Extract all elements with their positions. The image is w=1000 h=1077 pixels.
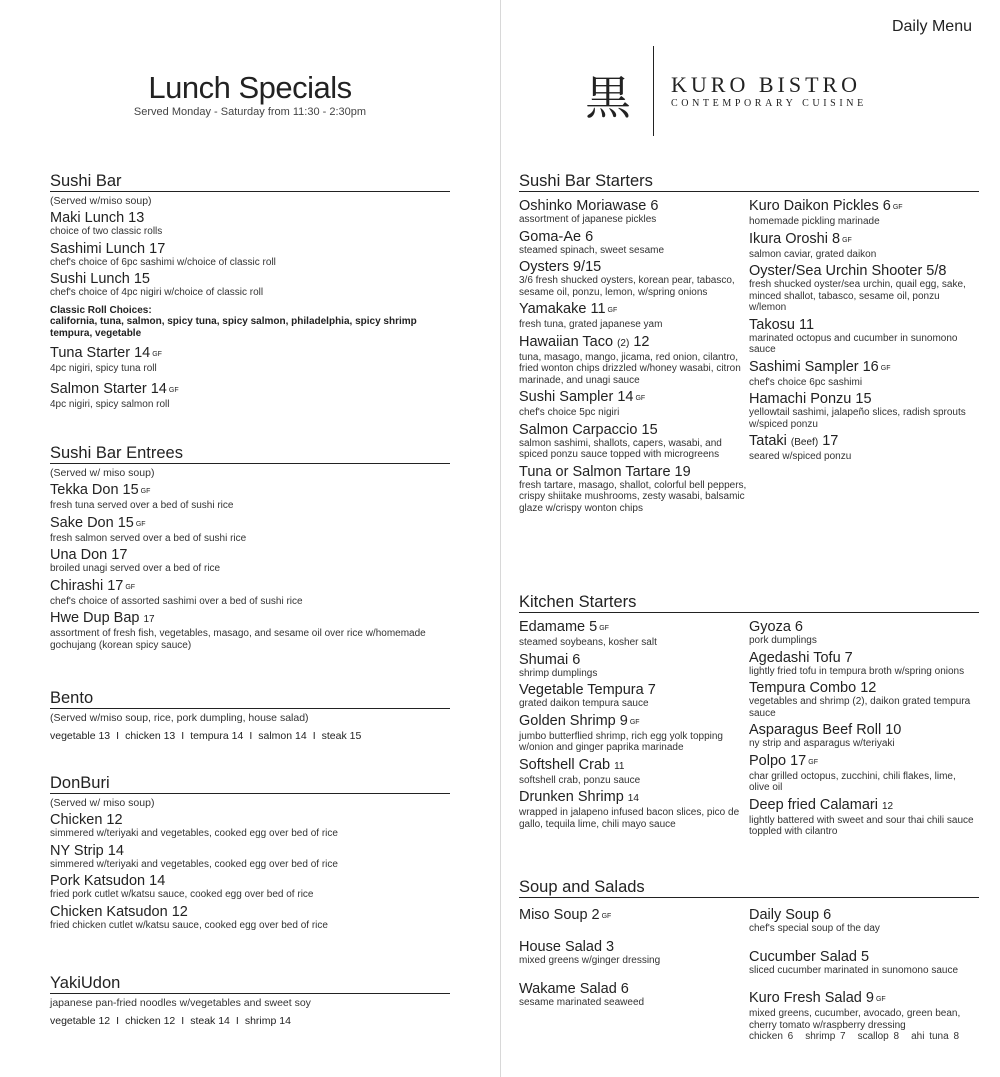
menu-item — [749, 433, 979, 463]
item-description: shrimp dumplings — [519, 667, 598, 679]
item-list — [519, 195, 749, 514]
item-price: 17 — [822, 433, 839, 449]
item-description: yellowtail sashimi, jalapeño slices, radish sprouts w/spiced ponzu — [749, 407, 966, 430]
menu-item — [749, 797, 979, 838]
item-title: Shumai 6 — [519, 651, 581, 668]
section-title: Sushi Bar Starters — [519, 173, 979, 192]
item-title: Chirashi 17 — [50, 577, 124, 594]
item-title: Tekka Don 15 — [50, 482, 139, 498]
option-separator: I — [312, 730, 316, 742]
option-separator: I — [249, 730, 253, 742]
item-description: grated daikon tempura sauce — [519, 698, 649, 709]
item-description: salmon sashimi, shallots, capers, wasabi, and spiced ponzu sauce topped with microgreens — [519, 437, 722, 460]
item-name — [50, 610, 450, 628]
gluten-free-badge: GF — [168, 386, 179, 394]
addon-item: shrimp 7 — [805, 1031, 846, 1042]
item-name — [50, 904, 450, 920]
menu-item — [519, 422, 749, 461]
menu-item — [50, 271, 450, 299]
item-description: 4pc nigiri, spicy tuna roll — [50, 363, 157, 374]
item-description: softshell crab, ponzu sauce — [519, 774, 641, 786]
item-title: Tataki — [749, 433, 787, 449]
item-description: seared w/spiced ponzu — [749, 451, 852, 462]
item-description: chef's choice of assorted sashimi over a bed of sushi rice — [50, 595, 303, 607]
item-name — [519, 301, 749, 319]
item-title: Una Don 17 — [50, 547, 128, 563]
item-name — [50, 547, 450, 563]
item-name — [519, 259, 749, 275]
menu-item — [749, 263, 979, 314]
item-description: lightly battered with sweet and sour thai chili sauce toppled with cilantro — [749, 814, 974, 837]
item-name — [749, 680, 979, 696]
section-soup-and-salads — [519, 879, 979, 1043]
gluten-free-badge: GF — [135, 520, 146, 528]
item-title: Golden Shrimp 9 — [519, 712, 628, 729]
section-title: YakiUdon — [50, 975, 450, 994]
menu-item — [50, 610, 450, 651]
menu-item — [519, 981, 749, 1009]
item-description: chef's choice of 6pc sashimi w/choice of classic roll — [50, 256, 276, 268]
item-price: 17 — [143, 614, 155, 625]
menu-item — [50, 873, 450, 901]
option-separator: I — [116, 730, 120, 742]
item-name — [519, 619, 749, 637]
item-list — [50, 345, 450, 410]
menu-item — [749, 907, 979, 935]
menu-item — [749, 198, 979, 228]
item-title: NY Strip 14 — [50, 842, 124, 859]
item-description: mixed greens, cucumber, avocado, green bean, cherry tomato w/raspberry dressing — [749, 1008, 961, 1031]
section-bento — [50, 690, 450, 742]
menu-item — [519, 939, 749, 967]
item-title: Hwe Dup Bap — [50, 610, 140, 626]
item-title: Wakame Salad 6 — [519, 980, 629, 997]
item-description: simmered w/teriyaki and vegetables, cooked egg over bed of rice — [50, 828, 338, 839]
section-title: Soup and Salads — [519, 879, 979, 898]
brand-tagline: CONTEMPORARY CUISINE — [671, 98, 867, 109]
option-list — [50, 1015, 450, 1027]
item-title: Chicken 12 — [50, 812, 123, 828]
section-sushi-bar-starters — [519, 173, 979, 514]
brand-name: KURO BISTRO — [671, 72, 862, 97]
menu-item — [519, 619, 749, 649]
menu-item — [749, 650, 979, 678]
menu-item — [749, 753, 979, 794]
gluten-free-badge: GF — [880, 364, 891, 372]
option-item: tempura 14 — [190, 730, 244, 742]
gluten-free-badge: GF — [140, 488, 151, 495]
item-title: Gyoza 6 — [749, 619, 803, 635]
section-title: Bento — [50, 690, 450, 709]
addon-item: chicken 6 — [749, 1031, 794, 1042]
item-description: tuna, masago, mango, jicama, red onion, cilantro, fried wonton chips drizzled w/honey wasabi, citron marinade, and unagi sauce — [519, 351, 741, 386]
menu-item — [50, 381, 450, 411]
item-title: Daily Soup 6 — [749, 907, 832, 923]
item-description: char grilled octopus, zucchini, chili flakes, lime, olive oil — [749, 770, 956, 793]
item-title: Tuna Starter 14 — [50, 345, 151, 361]
item-name — [519, 652, 749, 668]
gluten-free-badge: GF — [629, 718, 640, 726]
daily-menu-label: Daily Menu — [891, 18, 972, 35]
item-list — [519, 616, 749, 838]
menu-item — [519, 259, 749, 298]
item-name — [50, 241, 450, 257]
menu-item — [749, 231, 979, 261]
item-title: Yamakake 11 — [519, 301, 606, 317]
section-title: Sushi Bar Entrees — [50, 445, 450, 464]
menu-item — [749, 619, 979, 647]
addon-item: ahi tuna 8 — [911, 1031, 960, 1042]
item-name — [50, 345, 450, 363]
gluten-free-badge: GF — [607, 307, 618, 314]
section-note: (Served w/ miso soup) — [50, 467, 155, 479]
item-description: chef's choice 5pc nigiri — [519, 407, 620, 418]
item-title: Vegetable Tempura 7 — [519, 682, 656, 698]
item-name — [519, 422, 749, 438]
item-description: ny strip and asparagus w/teriyaki — [749, 738, 895, 749]
item-description: sesame marinated seaweed — [519, 996, 645, 1008]
option-separator: I — [235, 1015, 239, 1027]
item-description: fresh salmon served over a bed of sushi rice — [50, 532, 247, 544]
item-name — [519, 757, 749, 775]
classic-roll-list: california, tuna, salmon, spicy tuna, spicy salmon, philadelphia, spicy shrimp tempura, vegetable — [50, 316, 417, 339]
item-name — [749, 317, 979, 333]
menu-item — [50, 515, 450, 545]
section-title: DonBuri — [50, 775, 450, 794]
option-item: chicken 12 — [125, 1015, 176, 1027]
item-description: vegetables and shrimp (2), daikon grated tempura sauce — [749, 696, 971, 719]
item-description: fresh shucked oyster/sea urchin, quail egg, sake, minced shallot, tabasco, sesame oil, ponzu w/lemon — [749, 279, 966, 313]
item-list — [749, 616, 979, 838]
item-price: 14 — [627, 793, 639, 804]
item-name — [749, 650, 979, 666]
section-note: (Served w/ miso soup) — [50, 797, 155, 809]
item-description: assortment of japanese pickles — [519, 214, 657, 225]
item-title: Edamame 5 — [519, 619, 598, 635]
option-item: salmon 14 — [258, 730, 307, 742]
section-note: (Served w/miso soup, rice, pork dumpling, house salad) — [50, 712, 309, 724]
item-title: Ikura Oroshi 8 — [749, 230, 841, 247]
section-note: japanese pan-fried noodles w/vegetables and sweet soy — [50, 997, 311, 1009]
daily-menu-page — [501, 0, 1000, 1077]
item-description: chef's choice 6pc sashimi — [749, 376, 863, 388]
item-title: Tuna or Salmon Tartare 19 — [519, 463, 691, 480]
item-description: sliced cucumber marinated in sunomono sauce — [749, 964, 958, 976]
item-name — [749, 198, 979, 216]
item-name — [749, 231, 979, 249]
item-name — [749, 359, 979, 377]
option-item: steak 15 — [321, 730, 362, 742]
item-title: Miso Soup 2 — [519, 907, 600, 923]
item-name — [50, 381, 450, 399]
classic-roll-heading: Classic Roll Choices: — [50, 304, 152, 316]
item-description: jumbo butterflied shrimp, rich egg yolk topping w/onion and ginger paprika marinade — [519, 730, 723, 753]
item-title: Sushi Sampler 14 — [519, 389, 634, 405]
item-description: fresh tartare, masago, shallot, colorful bell peppers, crispy shiitake mushrooms, zesty wasabi, balsamic glaze w/crispy wonton chips — [519, 479, 747, 514]
menu-item — [50, 578, 450, 608]
item-description: assortment of fresh fish, vegetables, masago, and sesame oil over rice w/homemade gochujang (korean spicy sauce) — [50, 628, 426, 651]
gluten-free-badge: GF — [808, 758, 818, 766]
item-name — [749, 619, 979, 635]
item-title: Hawaiian Taco — [519, 333, 614, 350]
item-title: Kuro Daikon Pickles 6 — [749, 198, 891, 214]
item-description: pork dumplings — [749, 635, 817, 646]
item-description: 3/6 fresh shucked oysters, korean pear, tabasco, sesame oil, ponzu, lemon, w/spring onions — [519, 275, 735, 298]
item-list — [50, 482, 450, 651]
item-name — [50, 812, 450, 828]
menu-item — [50, 482, 450, 512]
gluten-free-badge: GF — [599, 625, 609, 632]
item-title: Deep fried Calamari — [749, 796, 878, 813]
section-sushi-bar — [50, 173, 450, 410]
item-description: steamed soybeans, kosher salt — [519, 637, 657, 648]
item-title: Softshell Crab — [519, 756, 611, 773]
item-description: lightly fried tofu in tempura broth w/spring onions — [749, 665, 965, 677]
item-price: 11 — [614, 760, 625, 772]
item-title: Pork Katsudon 14 — [50, 873, 166, 889]
item-name — [749, 990, 979, 1008]
gluten-free-badge: GF — [635, 395, 646, 402]
item-title: Kuro Fresh Salad 9 — [749, 990, 874, 1006]
item-list — [519, 901, 749, 1043]
item-name — [519, 334, 749, 352]
item-title: Goma-Ae 6 — [519, 228, 594, 245]
item-name — [749, 949, 979, 965]
item-description: fresh tuna, grated japanese yam — [519, 319, 663, 330]
menu-item — [519, 757, 749, 787]
menu-item — [519, 713, 749, 754]
section-title: Kitchen Starters — [519, 594, 979, 613]
item-name — [519, 907, 749, 925]
option-item: vegetable 12 — [50, 1015, 111, 1027]
gluten-free-badge: GF — [842, 236, 852, 244]
item-title: Sashimi Lunch 17 — [50, 240, 166, 257]
menu-item — [50, 210, 450, 238]
gluten-free-badge: GF — [601, 913, 612, 920]
page-title: Lunch Specials — [148, 70, 352, 105]
gluten-free-badge: GF — [875, 996, 886, 1003]
section-sushi-bar-entrees — [50, 445, 450, 651]
addon-item: scallop 8 — [857, 1031, 900, 1042]
menu-item — [749, 317, 979, 356]
item-name — [50, 578, 450, 596]
item-description: fried chicken cutlet w/katsu sauce, cooked egg over bed of rice — [50, 919, 328, 931]
menu-item — [519, 464, 749, 515]
page-subtitle: Served Monday - Saturday from 11:30 - 2:30pm — [133, 106, 367, 118]
item-title: Drunken Shrimp — [519, 789, 624, 805]
option-item: chicken 13 — [125, 730, 176, 742]
item-price: 12 — [881, 800, 894, 812]
option-item: steak 14 — [190, 1015, 230, 1027]
section-yakiudon — [50, 975, 450, 1027]
menu-item — [519, 682, 749, 710]
item-description: chef's special soup of the day — [749, 923, 880, 934]
section-kitchen-starters — [519, 594, 979, 838]
menu-item — [50, 904, 450, 932]
option-list — [50, 730, 450, 742]
item-name — [749, 391, 979, 407]
item-description: 4pc nigiri, spicy salmon roll — [50, 398, 170, 410]
item-name — [519, 789, 749, 807]
menu-item — [50, 843, 450, 871]
item-title: Hamachi Ponzu 15 — [749, 391, 872, 407]
item-list — [50, 210, 450, 299]
item-name — [519, 198, 749, 214]
item-title: Salmon Starter 14 — [50, 380, 167, 397]
item-name — [749, 797, 979, 815]
item-list — [50, 812, 450, 931]
item-name — [50, 482, 450, 500]
item-title: Maki Lunch 13 — [50, 210, 145, 226]
menu-item — [749, 359, 979, 389]
item-name — [519, 939, 749, 955]
kuro-logo-icon: 黒 — [585, 71, 631, 125]
section-note: (Served w/miso soup) — [50, 195, 152, 207]
item-qualifier: (Beef) — [790, 437, 819, 448]
item-description: fried pork cutlet w/katsu sauce, cooked egg over bed of rice — [50, 889, 314, 900]
item-description: simmered w/teriyaki and vegetables, cooked egg over bed of rice — [50, 858, 338, 870]
gluten-free-badge: GF — [892, 204, 903, 211]
item-title: Salmon Carpaccio 15 — [519, 421, 658, 438]
item-description: fresh tuna served over a bed of sushi rice — [50, 500, 234, 511]
item-description: marinated octopus and cucumber in sunomono sauce — [749, 332, 958, 355]
menu-item — [50, 812, 450, 840]
item-title: Cucumber Salad 5 — [749, 948, 870, 965]
section-donburi — [50, 775, 450, 931]
item-description: broiled unagi served over a bed of rice — [50, 563, 221, 574]
item-name — [749, 907, 979, 923]
menu-item — [519, 334, 749, 387]
menu-item — [519, 198, 749, 226]
item-description: salmon caviar, grated daikon — [749, 248, 877, 260]
menu-item — [519, 789, 749, 830]
menu-item — [749, 949, 979, 977]
soup-right-column — [749, 901, 979, 1043]
item-title: Sashimi Sampler 16 — [749, 358, 879, 375]
menu-item — [519, 389, 749, 419]
menu-item — [749, 722, 979, 750]
item-list — [749, 907, 979, 1031]
item-name — [519, 981, 749, 997]
item-title: Agedashi Tofu 7 — [749, 649, 853, 666]
item-description: homemade pickling marinade — [749, 216, 880, 227]
item-title: Oysters 9/15 — [519, 259, 602, 275]
item-title: House Salad 3 — [519, 939, 615, 955]
item-title: Chicken Katsudon 12 — [50, 903, 188, 920]
item-description: steamed spinach, sweet sesame — [519, 244, 665, 256]
item-description: wrapped in jalapeno infused bacon slices, pico de gallo, tequila lime, chili mayo sauce — [519, 807, 740, 830]
item-name — [50, 873, 450, 889]
item-title: Polpo 17 — [749, 752, 807, 769]
menu-item — [50, 241, 450, 269]
item-name — [519, 682, 749, 698]
item-price: 12 — [633, 333, 650, 350]
option-separator: I — [116, 1015, 120, 1027]
logo-divider — [653, 46, 654, 136]
option-separator: I — [181, 730, 185, 742]
menu-item — [519, 907, 749, 925]
item-name — [519, 464, 749, 480]
menu-item — [749, 680, 979, 719]
item-title: Oshinko Moriawase 6 — [519, 198, 659, 214]
salad-addons — [749, 1031, 979, 1043]
item-name — [749, 433, 979, 451]
menu-item — [50, 547, 450, 575]
option-item: shrimp 14 — [244, 1015, 291, 1027]
item-name — [50, 843, 450, 859]
item-title: Oyster/Sea Urchin Shooter 5/8 — [749, 263, 947, 279]
menu-item — [50, 345, 450, 375]
item-name — [519, 229, 749, 245]
item-description: chef's choice of 4pc nigiri w/choice of classic roll — [50, 287, 264, 298]
item-name — [749, 722, 979, 738]
item-list — [749, 195, 979, 514]
item-name — [50, 515, 450, 533]
item-title: Takosu 11 — [749, 316, 815, 333]
menu-item — [519, 229, 749, 257]
item-title: Sake Don 15 — [50, 514, 134, 531]
section-title: Sushi Bar — [50, 173, 450, 192]
item-name — [519, 713, 749, 731]
item-title: Sushi Lunch 15 — [50, 271, 150, 287]
item-title: Asparagus Beef Roll 10 — [749, 722, 902, 738]
item-name — [50, 271, 450, 287]
menu-item — [749, 391, 979, 430]
menu-item — [519, 301, 749, 331]
item-name — [749, 263, 979, 279]
item-qualifier: (2) — [617, 337, 630, 349]
item-name — [519, 389, 749, 407]
gluten-free-badge: GF — [125, 583, 136, 591]
item-description: choice of two classic rolls — [50, 226, 163, 237]
item-name — [50, 210, 450, 226]
gluten-free-badge: GF — [152, 351, 162, 358]
option-item: vegetable 13 — [50, 730, 111, 742]
item-name — [749, 753, 979, 771]
item-title: Tempura Combo 12 — [749, 680, 877, 696]
menu-item — [749, 990, 979, 1031]
menu-item — [519, 652, 749, 680]
item-description: mixed greens w/ginger dressing — [519, 955, 661, 966]
option-separator: I — [181, 1015, 185, 1027]
